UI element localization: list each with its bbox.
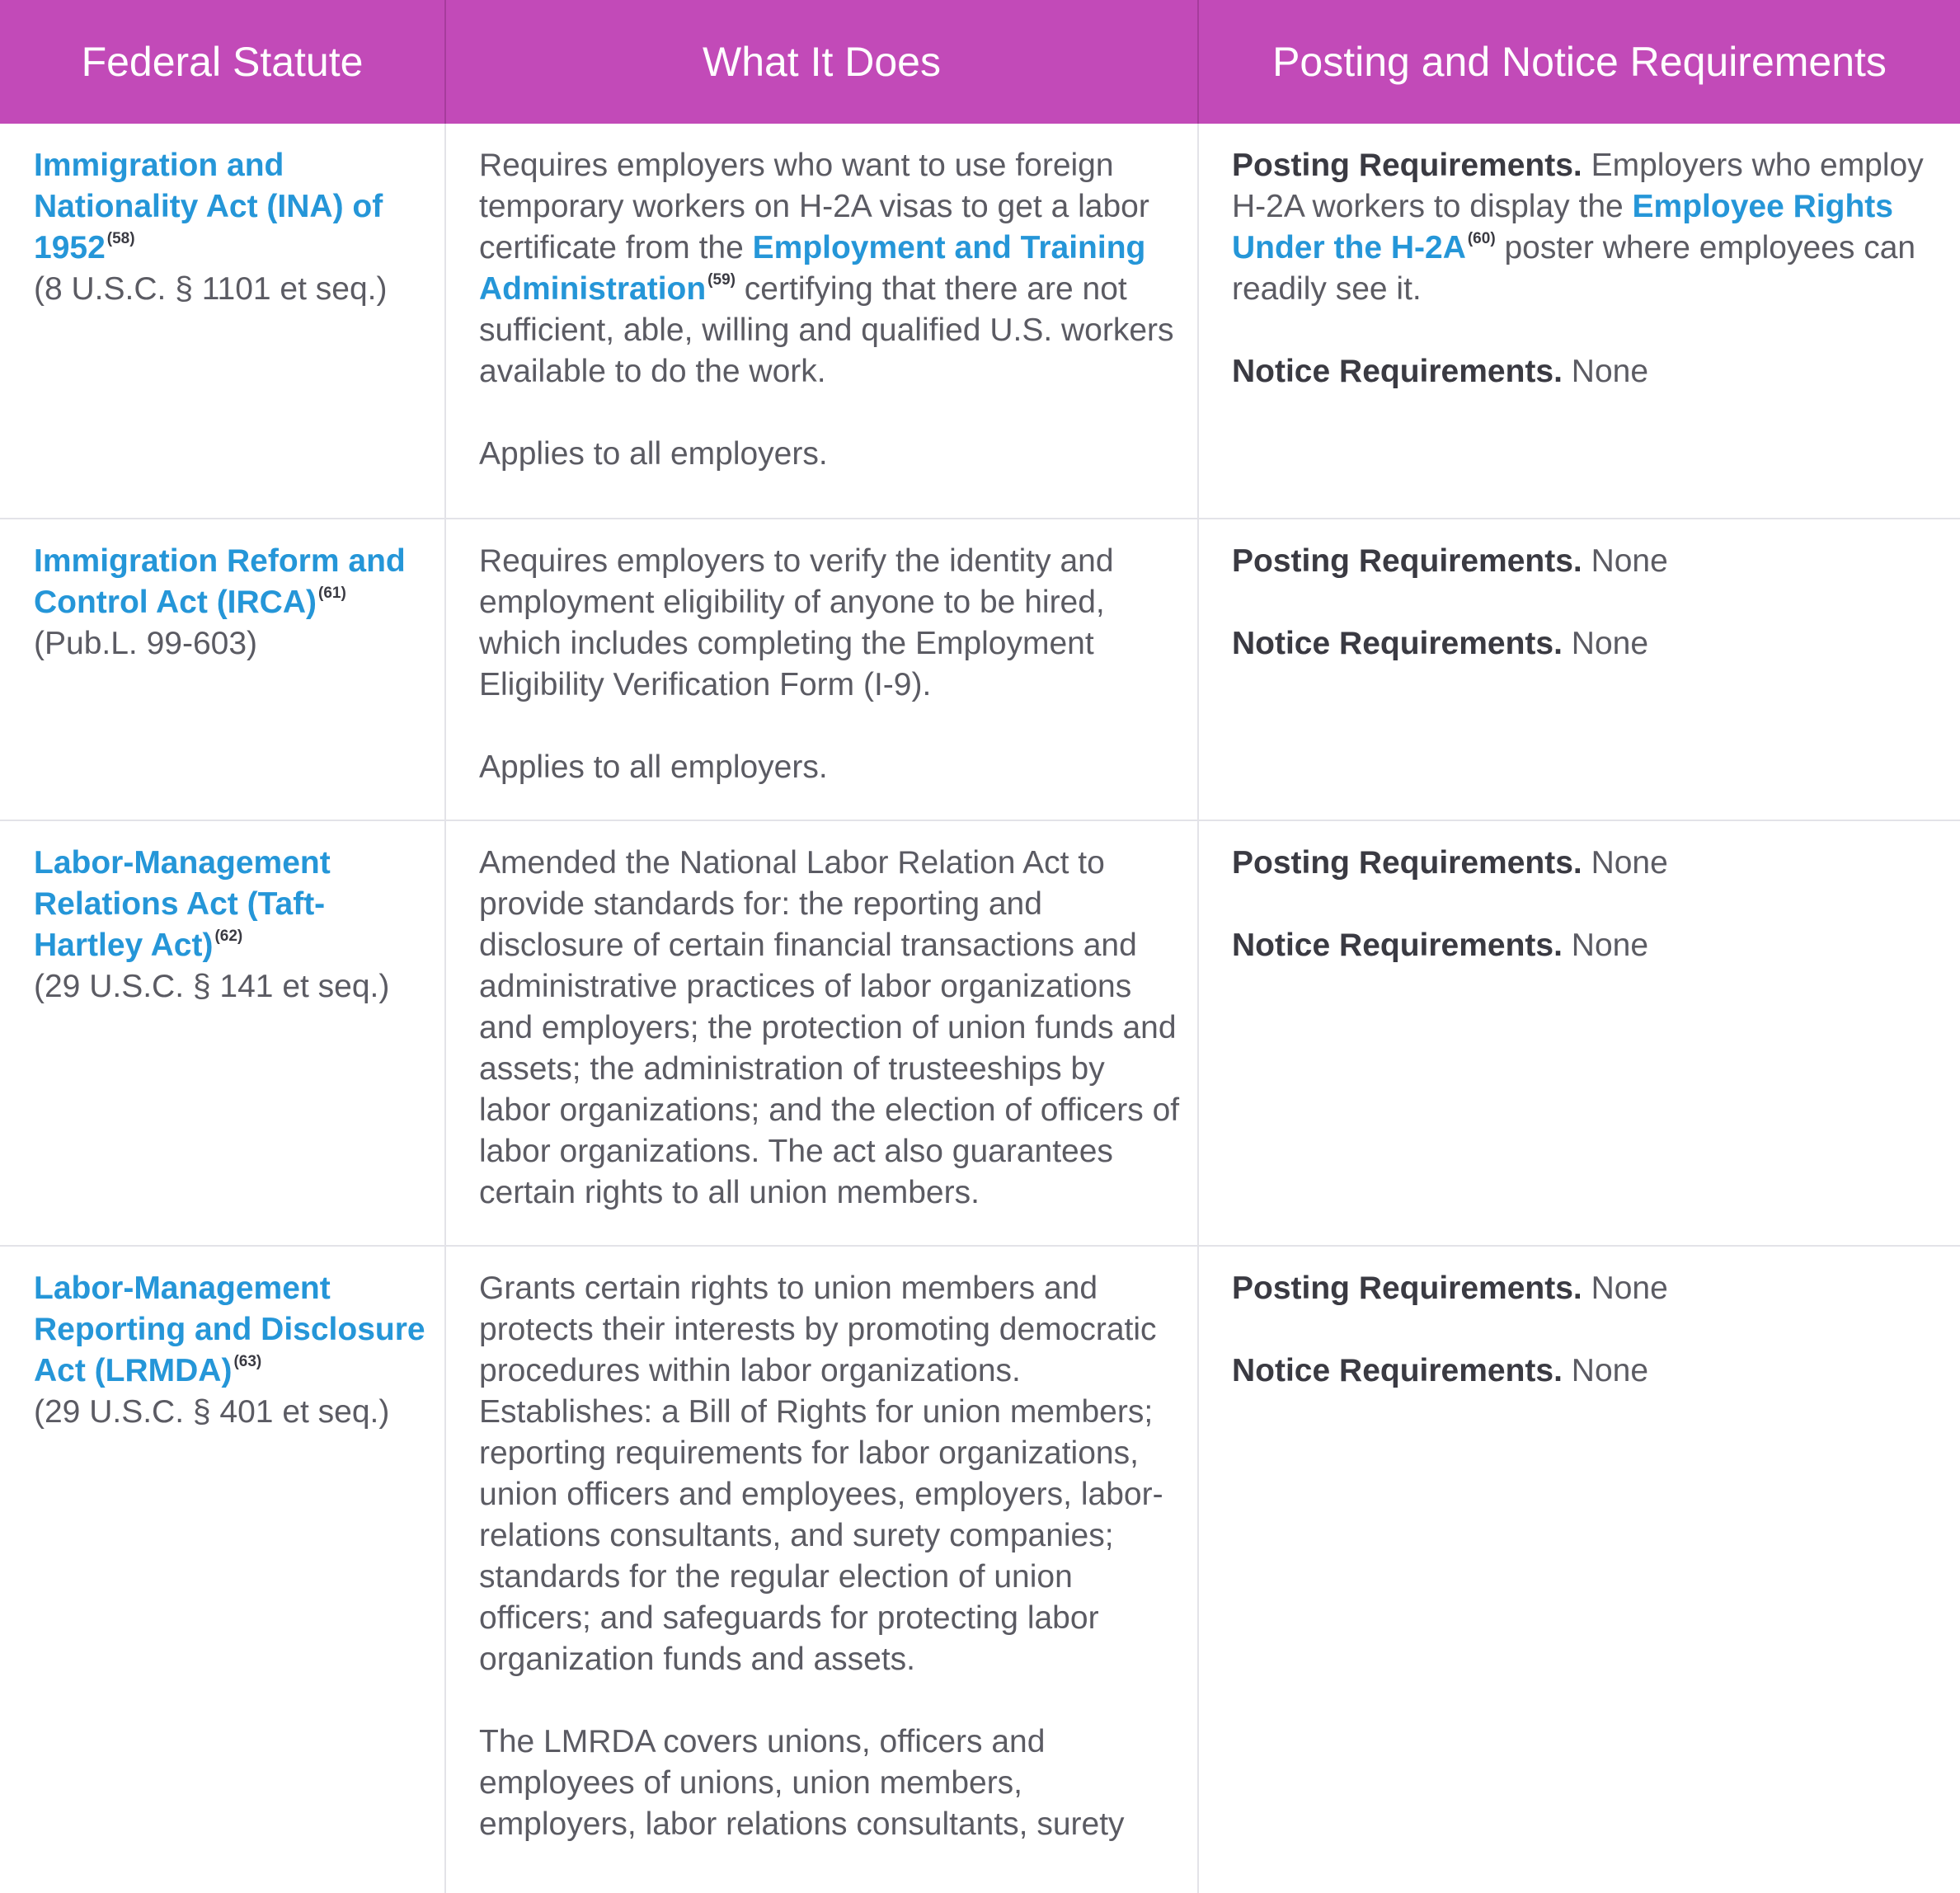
applies-paragraph: Applies to all employers. (479, 436, 828, 472)
posting-label: Posting Requirements. (1232, 148, 1582, 183)
requirements-cell (1198, 820, 1960, 1246)
notice-requirements (1232, 623, 1935, 665)
notice-value: None (1562, 1353, 1649, 1388)
notice-requirements (1232, 1350, 1935, 1392)
footnote-ref: (59) (707, 271, 736, 289)
posting-text: poster where employees can readily see it. (1232, 230, 1916, 307)
description-text: Requires employers who want to use foreign temporary workers on H-2A visas to get a labor certificate from the (479, 148, 1149, 265)
statute-cell (0, 124, 445, 519)
notice-label: Notice Requirements. (1232, 626, 1563, 661)
posting-text: Employers who employ H-2A workers to display the (1232, 148, 1924, 224)
posting-label: Posting Requirements. (1232, 1271, 1582, 1306)
posting-value: None (1582, 1271, 1668, 1306)
footnote-ref: (61) (318, 585, 346, 602)
applies-paragraph: Applies to all employers. (479, 749, 828, 785)
description-cell (445, 124, 1198, 519)
requirements-cell (1198, 124, 1960, 519)
notice-value: None (1562, 354, 1649, 389)
notice-value: None (1562, 928, 1649, 963)
h2a-poster-link[interactable]: Employee Rights Under the H-2A (1232, 189, 1893, 265)
statute-citation: (29 U.S.C. § 401 et seq.) (34, 1394, 390, 1430)
statute-cell (0, 820, 445, 1246)
description-paragraph: Grants certain rights to union members and protects their interests by promoting democratic procedures within labor organizations. Establishes: a Bill of Rights for union members; reporting requirements for labor organizations, union officers and employees, employers, labor-relations consultants, and surety companies; standards for the regular election of union officers; and safeguards for protecting labor organization funds and assets. (479, 1271, 1163, 1677)
statute-name-link[interactable] (34, 541, 428, 623)
coverage-paragraph: The LMRDA covers unions, officers and employees of unions, union members, employers, labor relations consultants, surety (479, 1724, 1125, 1842)
description-paragraph: Amended the National Labor Relation Act to provide standards for: the reporting and disclosure of certain financial transactions and administrative practices of labor organizations and employers; the protection of union funds and assets; the administration of trusteeships by labor organizations; and the election of officers of labor organizations. The act also guarantees certain rights to all union members. (479, 845, 1180, 1210)
statute-citation: (Pub.L. 99-603) (34, 626, 258, 661)
posting-value: None (1582, 845, 1668, 881)
footnote-ref: (63) (233, 1353, 262, 1370)
posting-label: Posting Requirements. (1232, 543, 1582, 579)
statute-name-text[interactable]: Labor-Management Reporting and Disclosure Act (LRMDA) (34, 1271, 425, 1388)
notice-requirements (1232, 351, 1935, 392)
notice-requirements (1232, 925, 1935, 966)
eta-link[interactable]: Employment and Training Administration (479, 230, 1146, 307)
posting-value: None (1582, 543, 1668, 579)
header-what-it-does: What It Does (445, 0, 1198, 124)
table-row (0, 519, 1960, 820)
header-row (0, 0, 1960, 124)
footnote-ref: (62) (214, 928, 243, 945)
header-federal-statute: Federal Statute (0, 0, 445, 124)
statute-name-text[interactable]: Labor-Management Relations Act (Taft-Hartley Act) (34, 845, 331, 963)
statute-cell (0, 1246, 445, 1893)
statute-name-text[interactable]: Immigration and Nationality Act (INA) of 1952 (34, 148, 383, 265)
table-row (0, 1246, 1960, 1893)
header-posting-notice: Posting and Notice Requirements (1198, 0, 1960, 124)
notice-value: None (1562, 626, 1649, 661)
description-text: certifying that there are not sufficient, able, willing and qualified U.S. workers available to do the work. (479, 271, 1174, 389)
posting-requirements (1232, 541, 1935, 582)
description-paragraph: Requires employers to verify the identity and employment eligibility of anyone to be hired, which includes completing the Employment Eligibility Verification Form (I-9). (479, 543, 1114, 702)
table-row (0, 124, 1960, 519)
footnote-ref: (60) (1467, 230, 1496, 247)
footnote-ref: (58) (106, 230, 135, 247)
statute-name-link[interactable] (34, 145, 428, 269)
notice-label: Notice Requirements. (1232, 928, 1563, 963)
notice-label: Notice Requirements. (1232, 1353, 1563, 1388)
statute-cell (0, 519, 445, 820)
statute-name-text[interactable]: Immigration Reform and Control Act (IRCA) (34, 543, 406, 620)
statute-citation: (29 U.S.C. § 141 et seq.) (34, 969, 390, 1004)
posting-requirements (1232, 1268, 1935, 1309)
statute-name-link[interactable] (34, 843, 428, 966)
statute-name-link[interactable] (34, 1268, 428, 1392)
posting-requirements (1232, 145, 1935, 310)
posting-label: Posting Requirements. (1232, 845, 1582, 881)
notice-label: Notice Requirements. (1232, 354, 1563, 389)
requirements-cell (1198, 519, 1960, 820)
posting-requirements (1232, 843, 1935, 884)
statute-citation: (8 U.S.C. § 1101 et seq.) (34, 271, 388, 307)
table-header (0, 0, 1960, 124)
table-row (0, 820, 1960, 1246)
description-cell (445, 820, 1198, 1246)
description-paragraph (479, 145, 1181, 392)
description-cell (445, 1246, 1198, 1893)
requirements-cell (1198, 1246, 1960, 1893)
description-cell (445, 519, 1198, 820)
